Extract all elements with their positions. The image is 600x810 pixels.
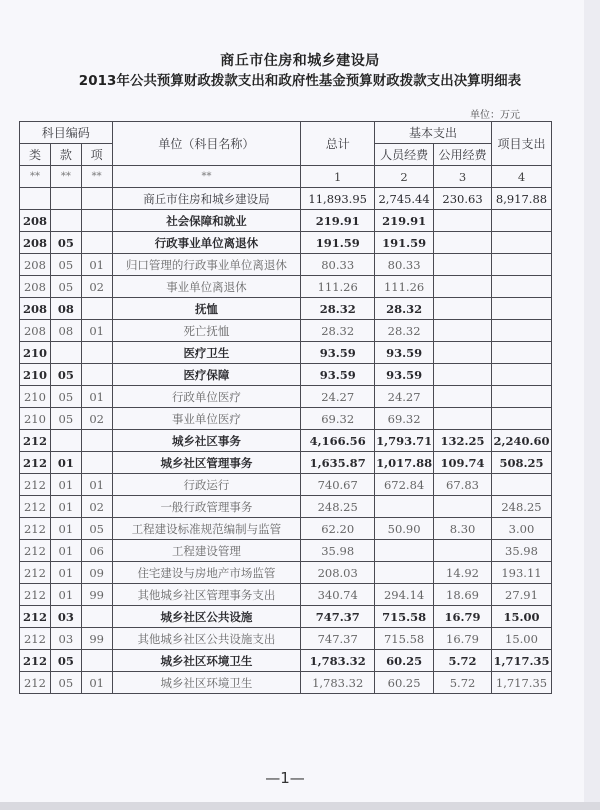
subject-name: 死亡抚恤 <box>112 320 301 342</box>
subject-name: 行政运行 <box>112 474 301 496</box>
table-row <box>20 320 552 342</box>
public-cell: 16.79 <box>434 628 492 650</box>
project-cell: 27.91 <box>491 584 551 606</box>
code-lei: 208 <box>20 232 51 254</box>
table-row <box>20 518 552 540</box>
public-cell <box>434 276 492 298</box>
personnel-cell: 111.26 <box>375 276 434 298</box>
code-xiang <box>81 650 112 672</box>
personnel-cell: 80.33 <box>375 254 434 276</box>
code-lei: 212 <box>20 562 51 584</box>
total-cell: 747.37 <box>301 628 375 650</box>
code-lei: 212 <box>20 496 51 518</box>
code-kuan: 08 <box>50 298 81 320</box>
public-cell <box>434 342 492 364</box>
project-cell: 193.11 <box>491 562 551 584</box>
subject-name: 城乡社区环境卫生 <box>112 650 301 672</box>
code-lei: 212 <box>20 672 51 694</box>
code-kuan <box>50 342 81 364</box>
project-cell: 2,240.60 <box>491 430 551 452</box>
public-cell: 5.72 <box>434 672 492 694</box>
total-cell: 93.59 <box>301 342 375 364</box>
table-row <box>20 496 552 518</box>
project-cell <box>491 364 551 386</box>
project-cell: 15.00 <box>491 606 551 628</box>
code-xiang: 99 <box>81 628 112 650</box>
header-lei: 类 <box>20 144 51 166</box>
project-cell <box>491 254 551 276</box>
subject-name: 一般行政管理事务 <box>112 496 301 518</box>
personnel-cell: 2,745.44 <box>375 188 434 210</box>
subject-name: 城乡社区管理事务 <box>112 452 301 474</box>
public-cell <box>434 298 492 320</box>
index-cell: 3 <box>434 166 492 188</box>
table-row <box>20 254 552 276</box>
code-kuan: 05 <box>50 232 81 254</box>
table-row <box>20 276 552 298</box>
table-row <box>20 408 552 430</box>
subject-name: 城乡社区事务 <box>112 430 301 452</box>
code-kuan: 01 <box>50 496 81 518</box>
project-cell: 35.98 <box>491 540 551 562</box>
subject-name: 城乡社区环境卫生 <box>112 672 301 694</box>
table-row <box>20 562 552 584</box>
header-xiang: 项 <box>81 144 112 166</box>
project-cell <box>491 320 551 342</box>
code-xiang: 09 <box>81 562 112 584</box>
code-xiang <box>81 452 112 474</box>
public-cell: 230.63 <box>434 188 492 210</box>
project-cell <box>491 386 551 408</box>
table-row <box>20 188 552 210</box>
document-title-org: 商丘市住房和城乡建设局 <box>220 53 380 69</box>
header-total: 总计 <box>301 122 375 166</box>
header-unit-name: 单位（科目名称） <box>112 122 301 166</box>
code-lei: 212 <box>20 584 51 606</box>
total-cell: 28.32 <box>301 320 375 342</box>
project-cell: 15.00 <box>491 628 551 650</box>
public-cell: 5.72 <box>434 650 492 672</box>
header-project-expenditure: 项目支出 <box>491 122 551 166</box>
subject-name: 工程建设管理 <box>112 540 301 562</box>
index-cell: ** <box>50 166 81 188</box>
code-lei: 212 <box>20 540 51 562</box>
page-number: —1— <box>265 769 305 787</box>
index-cell: 1 <box>301 166 375 188</box>
project-cell <box>491 474 551 496</box>
personnel-cell: 28.32 <box>375 298 434 320</box>
subject-name: 行政事业单位离退休 <box>112 232 301 254</box>
total-cell: 248.25 <box>301 496 375 518</box>
code-lei: 208 <box>20 320 51 342</box>
header-basic-expenditure: 基本支出 <box>375 122 492 144</box>
public-cell: 109.74 <box>434 452 492 474</box>
table-row <box>20 606 552 628</box>
code-kuan: 08 <box>50 320 81 342</box>
public-cell: 8.30 <box>434 518 492 540</box>
table-row <box>20 540 552 562</box>
index-cell: 2 <box>375 166 434 188</box>
code-xiang: 02 <box>81 496 112 518</box>
personnel-cell: 1,017.88 <box>375 452 434 474</box>
header-personnel: 人员经费 <box>375 144 434 166</box>
public-cell <box>434 210 492 232</box>
code-xiang: 99 <box>81 584 112 606</box>
table-row <box>20 628 552 650</box>
table-row <box>20 452 552 474</box>
code-lei: 212 <box>20 606 51 628</box>
code-kuan <box>50 210 81 232</box>
scan-bottom-edge <box>0 802 600 810</box>
project-cell <box>491 408 551 430</box>
code-xiang <box>81 606 112 628</box>
subject-name: 社会保障和就业 <box>112 210 301 232</box>
code-xiang: 06 <box>81 540 112 562</box>
code-kuan: 05 <box>50 650 81 672</box>
code-kuan: 03 <box>50 606 81 628</box>
public-cell <box>434 254 492 276</box>
personnel-cell <box>375 540 434 562</box>
code-kuan: 01 <box>50 452 81 474</box>
code-lei: 208 <box>20 298 51 320</box>
public-cell: 67.83 <box>434 474 492 496</box>
personnel-cell: 28.32 <box>375 320 434 342</box>
index-cell: ** <box>20 166 51 188</box>
subject-name: 工程建设标准规范编制与监管 <box>112 518 301 540</box>
code-xiang <box>81 364 112 386</box>
index-cell: 4 <box>491 166 551 188</box>
subject-name: 商丘市住房和城乡建设局 <box>112 188 301 210</box>
public-cell: 16.79 <box>434 606 492 628</box>
code-xiang: 02 <box>81 276 112 298</box>
index-row <box>20 166 552 188</box>
subject-name: 城乡社区公共设施 <box>112 606 301 628</box>
code-lei: 210 <box>20 342 51 364</box>
subject-name: 事业单位医疗 <box>112 408 301 430</box>
code-kuan: 05 <box>50 364 81 386</box>
personnel-cell: 1,793.71 <box>375 430 434 452</box>
total-cell: 1,635.87 <box>301 452 375 474</box>
total-cell: 80.33 <box>301 254 375 276</box>
project-cell: 3.00 <box>491 518 551 540</box>
code-lei: 212 <box>20 628 51 650</box>
project-cell: 248.25 <box>491 496 551 518</box>
scan-edge <box>584 0 600 810</box>
personnel-cell: 93.59 <box>375 342 434 364</box>
total-cell: 740.67 <box>301 474 375 496</box>
code-xiang: 02 <box>81 408 112 430</box>
project-cell <box>491 232 551 254</box>
code-lei: 212 <box>20 518 51 540</box>
code-kuan: 01 <box>50 518 81 540</box>
table-row <box>20 430 552 452</box>
personnel-cell <box>375 496 434 518</box>
code-xiang: 05 <box>81 518 112 540</box>
total-cell: 24.27 <box>301 386 375 408</box>
code-xiang <box>81 188 112 210</box>
code-lei: 212 <box>20 474 51 496</box>
code-xiang: 01 <box>81 254 112 276</box>
personnel-cell: 715.58 <box>375 628 434 650</box>
total-cell: 1,783.32 <box>301 672 375 694</box>
public-cell <box>434 408 492 430</box>
total-cell: 111.26 <box>301 276 375 298</box>
subject-name: 其他城乡社区公共设施支出 <box>112 628 301 650</box>
personnel-cell: 294.14 <box>375 584 434 606</box>
personnel-cell: 191.59 <box>375 232 434 254</box>
project-cell: 508.25 <box>491 452 551 474</box>
code-lei: 212 <box>20 650 51 672</box>
code-kuan <box>50 430 81 452</box>
personnel-cell: 60.25 <box>375 650 434 672</box>
total-cell: 62.20 <box>301 518 375 540</box>
budget-table <box>19 121 552 694</box>
subject-name: 其他城乡社区管理事务支出 <box>112 584 301 606</box>
total-cell: 340.74 <box>301 584 375 606</box>
public-cell <box>434 364 492 386</box>
table-row <box>20 474 552 496</box>
code-kuan: 05 <box>50 386 81 408</box>
project-cell <box>491 342 551 364</box>
unit-label: 单位：万元 <box>470 110 520 121</box>
table-row <box>20 210 552 232</box>
code-kuan: 01 <box>50 562 81 584</box>
public-cell: 132.25 <box>434 430 492 452</box>
subject-name: 医疗保障 <box>112 364 301 386</box>
personnel-cell: 24.27 <box>375 386 434 408</box>
total-cell: 93.59 <box>301 364 375 386</box>
subject-name: 归口管理的行政事业单位离退休 <box>112 254 301 276</box>
code-kuan: 05 <box>50 672 81 694</box>
total-cell: 208.03 <box>301 562 375 584</box>
code-xiang: 01 <box>81 320 112 342</box>
public-cell <box>434 540 492 562</box>
total-cell: 69.32 <box>301 408 375 430</box>
subject-name: 行政单位医疗 <box>112 386 301 408</box>
personnel-cell: 69.32 <box>375 408 434 430</box>
code-lei: 210 <box>20 386 51 408</box>
project-cell <box>491 276 551 298</box>
code-kuan: 01 <box>50 474 81 496</box>
code-xiang: 01 <box>81 672 112 694</box>
code-lei: 212 <box>20 430 51 452</box>
header-subject-code: 科目编码 <box>20 122 113 144</box>
table-row <box>20 298 552 320</box>
public-cell <box>434 232 492 254</box>
total-cell: 191.59 <box>301 232 375 254</box>
table-row <box>20 650 552 672</box>
index-cell: ** <box>112 166 301 188</box>
personnel-cell: 672.84 <box>375 474 434 496</box>
personnel-cell: 219.91 <box>375 210 434 232</box>
index-cell: ** <box>81 166 112 188</box>
subject-name: 抚恤 <box>112 298 301 320</box>
total-cell: 4,166.56 <box>301 430 375 452</box>
personnel-cell: 93.59 <box>375 364 434 386</box>
project-cell: 8,917.88 <box>491 188 551 210</box>
table-row <box>20 386 552 408</box>
header-public: 公用经费 <box>434 144 492 166</box>
code-xiang <box>81 232 112 254</box>
code-xiang <box>81 430 112 452</box>
code-lei: 210 <box>20 364 51 386</box>
code-lei: 208 <box>20 210 51 232</box>
code-kuan: 05 <box>50 254 81 276</box>
public-cell <box>434 496 492 518</box>
code-lei: 208 <box>20 276 51 298</box>
total-cell: 219.91 <box>301 210 375 232</box>
project-cell <box>491 210 551 232</box>
code-kuan: 03 <box>50 628 81 650</box>
code-kuan: 05 <box>50 408 81 430</box>
code-kuan <box>50 188 81 210</box>
code-xiang <box>81 342 112 364</box>
total-cell: 35.98 <box>301 540 375 562</box>
public-cell: 14.92 <box>434 562 492 584</box>
public-cell: 18.69 <box>434 584 492 606</box>
table-row <box>20 672 552 694</box>
personnel-cell: 50.90 <box>375 518 434 540</box>
subject-name: 住宅建设与房地产市场监管 <box>112 562 301 584</box>
total-cell: 1,783.32 <box>301 650 375 672</box>
code-lei: 210 <box>20 408 51 430</box>
personnel-cell <box>375 562 434 584</box>
table-row <box>20 584 552 606</box>
subject-name: 事业单位离退休 <box>112 276 301 298</box>
total-cell: 28.32 <box>301 298 375 320</box>
code-xiang: 01 <box>81 386 112 408</box>
table-row <box>20 342 552 364</box>
code-xiang: 01 <box>81 474 112 496</box>
code-lei: 212 <box>20 452 51 474</box>
table-row <box>20 232 552 254</box>
code-kuan: 01 <box>50 584 81 606</box>
project-cell: 1,717.35 <box>491 672 551 694</box>
public-cell <box>434 320 492 342</box>
code-lei <box>20 188 51 210</box>
header-kuan: 款 <box>50 144 81 166</box>
code-xiang <box>81 210 112 232</box>
code-lei: 208 <box>20 254 51 276</box>
table-row <box>20 364 552 386</box>
public-cell <box>434 386 492 408</box>
code-kuan: 01 <box>50 540 81 562</box>
personnel-cell: 715.58 <box>375 606 434 628</box>
project-cell: 1,717.35 <box>491 650 551 672</box>
document-title-report: 2013年公共预算财政拨款支出和政府性基金预算财政拨款支出决算明细表 <box>78 74 522 89</box>
total-cell: 11,893.95 <box>301 188 375 210</box>
personnel-cell: 60.25 <box>375 672 434 694</box>
code-kuan: 05 <box>50 276 81 298</box>
project-cell <box>491 298 551 320</box>
subject-name: 医疗卫生 <box>112 342 301 364</box>
total-cell: 747.37 <box>301 606 375 628</box>
code-xiang <box>81 298 112 320</box>
